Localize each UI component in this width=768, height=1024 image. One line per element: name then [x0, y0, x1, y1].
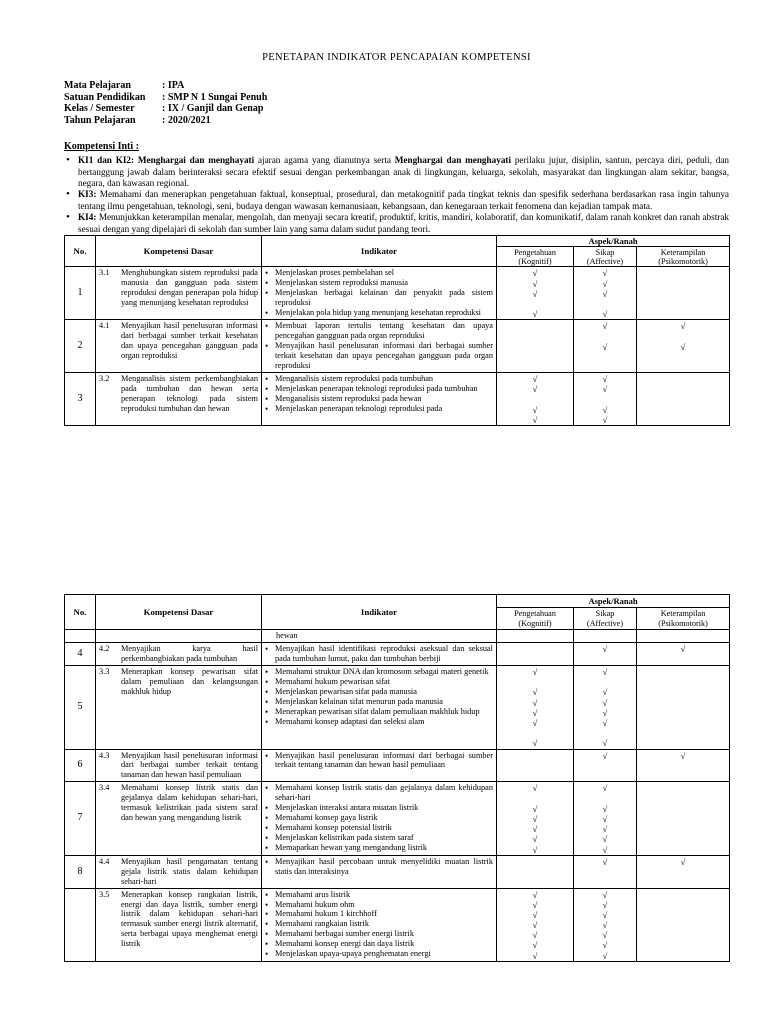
blank-line: [637, 332, 729, 342]
kd-code: 3.4: [99, 783, 110, 793]
meta-value: : IPA: [162, 79, 185, 91]
kd-block: [96, 267, 261, 309]
indikator-item: • Menyajikan hasil penelusuran informasi dari berbagai sumber terkait kesehatan dan upaya pencegahan gangguan pada organ reproduksi: [264, 341, 493, 371]
check-mark: √: [532, 940, 538, 951]
indikator-item: • Memahami arus listrik: [264, 890, 493, 900]
check-mark: √: [602, 321, 608, 332]
indikator-item: • Memahami konsep listrik statis dan gejalanya dalam kehidupan sehari-hari: [264, 783, 493, 803]
check-mark: √: [532, 288, 538, 299]
header-pengetahuan: Pengetahuan (Kognitif): [497, 247, 574, 267]
indikator-item: • Menjelaskan berbagai kelainan dan penyakit pada sistem reproduksi: [264, 288, 493, 308]
kd-text: Menerapkan konsep rangkaian listrik, energi dan daya listrik, sumber energi listrik dalam kehidupan sehari-hari termasuk sumber energi listrik alternatif, serta berbagai upaya menghemat energi listrik: [121, 889, 258, 949]
aspect-cell: [497, 267, 574, 320]
indikator-item: • Menjelaskan kelainan sifat menurun pada manusia: [264, 697, 493, 707]
check-mark: √: [602, 920, 608, 931]
check-mark: √: [532, 909, 538, 920]
row-number: 5: [65, 666, 96, 750]
indikator-cell: [262, 888, 497, 961]
check-mark: √: [532, 384, 538, 395]
aspect-cell: [574, 749, 637, 782]
check-mark: √: [532, 667, 538, 678]
competency-table-1: [64, 235, 730, 426]
check-mark: √: [680, 644, 686, 655]
row-number: [65, 888, 96, 961]
indikator-cell: [262, 373, 497, 426]
indikator-list: [262, 666, 496, 728]
continuation-text: hewan: [262, 630, 497, 643]
kd-cell: [96, 666, 262, 750]
kd-text: Menerapkan konsep pewarisan sifat dalam pemuliaan dan kelangsungan makhluk hidup: [121, 667, 258, 696]
blank-line: [637, 268, 729, 278]
indikator-list: [262, 373, 496, 415]
check-mark: √: [602, 644, 608, 655]
check-mark: √: [532, 374, 538, 385]
check-mark: √: [602, 738, 608, 749]
aspect-cell: [497, 320, 574, 373]
indikator-item: • Menerapkan pewarisan sifat dalam pemuliaan makhluk hidup: [264, 707, 493, 717]
check-mark: √: [532, 278, 538, 289]
indikator-cell: [262, 782, 497, 855]
check-mark: √: [532, 920, 538, 931]
kd-cell: [96, 888, 262, 961]
check-mark: √: [602, 268, 608, 279]
aspect-cell: [574, 643, 637, 666]
header-indikator: Indikator: [262, 595, 497, 630]
indikator-cell: [262, 749, 497, 782]
check-mark: √: [602, 834, 608, 845]
ki-title: Kompetensi Inti :: [64, 140, 139, 152]
check-mark: √: [532, 404, 538, 415]
aspect-cell: [574, 855, 637, 888]
ki-item: • KI3: Memahami dan menerapkan pengetahuan faktual, konseptual, prosedural, dan metakognitif pada tingkat teknis dan spesifik sederhana berdasarkan rasa ingin tahunya tentang ilmu pengetahuan, teknologi, seni, budaya dengan wawasan kemanusiaan, kebangsaan, dan kenegaraan terkait fenomena dan kejadian tampak mata.: [64, 189, 729, 212]
indikator-item: • Menjelaskan pewarisan sifat pada manusia: [264, 687, 493, 697]
meta-value: : 2020/2021: [162, 115, 211, 127]
aspect-cell: [497, 855, 574, 888]
meta-value: : IX / Ganjil dan Genap: [162, 103, 264, 115]
indikator-item: • Membuat laporan tertulis tentang kesehatan dan upaya pencegahan gangguan pada organ reproduksi: [264, 321, 493, 341]
blank-line: [637, 374, 729, 384]
check-mark: √: [532, 930, 538, 941]
check-mark: √: [602, 813, 608, 824]
kd-block: [96, 889, 261, 951]
check-mark: √: [602, 824, 608, 835]
kd-cell: [96, 643, 262, 666]
table-row: [65, 666, 730, 750]
indikator-item: • Menjelaskan penerapan teknologi reproduksi pada: [264, 404, 493, 414]
ki-item: • KI4: Menunjukkan keterampilan menalar, mengolah, dan menyaji secara kreatif, produktif, kritis, mandiri, kolaboratif, dan komunikatif, dalam ranah konkret dan ranah abstrak sesuai dengan yang dipelajari di sekolah dan sumber lain yang sama dalam sudut pandang teori.: [64, 212, 729, 235]
indikator-list: [262, 889, 496, 961]
indikator-item: • Memahami berbagai sumber energi listrik: [264, 929, 493, 939]
meta-row: [64, 80, 729, 92]
check-mark: √: [532, 268, 538, 279]
kd-text: Menghubungkan sistem reproduksi pada manusia dan gangguan pada sistem reproduksi dengan penerapan pola hidup yang menunjang kesehatan reproduksi: [121, 268, 258, 308]
aspect-cell: [497, 643, 574, 666]
check-mark: √: [602, 717, 608, 728]
table-row: [65, 267, 730, 320]
kd-code: 4.2: [99, 644, 110, 654]
kd-text: Memahami konsep listrik statis dan gejalanya dalam kehidupan sehari-hari, termasuk kelistrikan pada sistem saraf dan hewan yang mengandung listrik: [121, 783, 258, 823]
check-mark: √: [532, 414, 538, 425]
kd-block: [96, 750, 261, 782]
header-aspek: Aspek/Ranah: [497, 236, 730, 247]
kd-cell: [96, 749, 262, 782]
check-mark: √: [602, 687, 608, 698]
check-mark: √: [602, 803, 608, 814]
kd-text: Menyajikan karya hasil perkembangbiakan pada tumbuhan: [121, 644, 258, 664]
blank-line: [574, 332, 636, 342]
check-mark: √: [532, 824, 538, 835]
check-mark: √: [602, 783, 608, 794]
blank-line: [574, 794, 636, 804]
aspect-cell: [497, 888, 574, 961]
indikator-list: [262, 643, 496, 665]
aspect-cell: [574, 888, 637, 961]
aspect-cell: [574, 320, 637, 373]
blank-line: [497, 321, 573, 331]
blank-line: [637, 890, 729, 900]
check-mark: √: [602, 309, 608, 320]
kd-code: 3.3: [99, 667, 110, 677]
check-mark: √: [602, 697, 608, 708]
table-row: [65, 855, 730, 888]
kd-block: [96, 666, 261, 698]
check-mark: √: [680, 856, 686, 867]
table-row: [65, 320, 730, 373]
kd-block: [96, 320, 261, 362]
aspect-cell: [637, 643, 730, 666]
header-sikap: Sikap (Affective): [574, 608, 637, 630]
indikator-item: • Menjelaskan upaya-upaya penghematan energi: [264, 949, 493, 959]
blank-line: [497, 394, 573, 404]
row-number: 4: [65, 643, 96, 666]
indikator-item: • Memahami konsep potensial listrik: [264, 823, 493, 833]
check-mark: √: [680, 321, 686, 332]
indikator-item: • Menjelaskan proses pembelahan sel: [264, 268, 493, 278]
aspect-cell: [637, 320, 730, 373]
row-number: 2: [65, 320, 96, 373]
blank-line: [497, 794, 573, 804]
indikator-item: • Menjelaskan sistem reproduksi manusia: [264, 278, 493, 288]
indikator-list: [262, 750, 496, 772]
check-mark: √: [680, 341, 686, 352]
meta-key: Mata Pelajaran: [64, 79, 131, 91]
kd-block: [96, 856, 261, 888]
aspect-cell: [637, 888, 730, 961]
row-number: 3: [65, 373, 96, 426]
check-mark: √: [602, 856, 608, 867]
meta-row: [64, 92, 729, 104]
aspect-cell: [637, 373, 730, 426]
check-mark: √: [532, 309, 538, 320]
indikator-item: • Menyajikan hasil identifikasi reproduksi aseksual dan seksual pada tumbuhan lumut, paku dan tumbuhan berbiji: [264, 644, 493, 664]
check-mark: √: [602, 844, 608, 855]
check-mark: √: [532, 834, 538, 845]
indikator-item: • Menyajikan hasil percobaan untuk menyelidiki muatan listrik statis dan interaksinya: [264, 857, 493, 877]
table-row: [65, 643, 730, 666]
check-mark: √: [602, 667, 608, 678]
meta-key: Tahun Pelajaran: [64, 115, 136, 127]
aspect-cell: [497, 373, 574, 426]
kd-cell: [96, 855, 262, 888]
check-mark: √: [602, 940, 608, 951]
aspect-cell: [637, 267, 730, 320]
check-mark: √: [532, 889, 538, 900]
meta-key: Satuan Pendidikan: [64, 91, 146, 103]
indikator-cell: [262, 267, 497, 320]
kd-text: Menyajikan hasil penelusuran informasi dari berbagai sumber terkait tentang tanaman dan hewan hasil pemuliaan: [121, 750, 258, 780]
meta-row: [64, 103, 729, 115]
indikator-item: • Menyajikan hasil penelusuran informasi dari berbagai sumber terkait tentang tanaman dan hewan hasil pemuliaan: [264, 751, 493, 771]
check-mark: √: [532, 783, 538, 794]
indikator-list: [262, 856, 496, 878]
indikator-cell: [262, 855, 497, 888]
indikator-item: • Menjelaskan kelistrikan pada sistem saraf: [264, 833, 493, 843]
table-row: [65, 749, 730, 782]
header-keterampilan: Keterampilan (Psikomotorik): [637, 247, 730, 267]
header-no: No.: [65, 595, 96, 630]
indikator-item: • Memahami konsep gaya listrik: [264, 813, 493, 823]
indikator-cell: [262, 320, 497, 373]
indikator-cell: [262, 666, 497, 750]
indikator-item: • Memahami struktur DNA dan kromosom sebagai materi genetik: [264, 667, 493, 677]
header-kd: Kompetensi Dasar: [96, 236, 262, 267]
check-mark: √: [602, 930, 608, 941]
check-mark: √: [532, 717, 538, 728]
aspect-cell: [637, 749, 730, 782]
sheet-two: [64, 594, 729, 962]
check-mark: √: [602, 384, 608, 395]
aspect-cell: [497, 782, 574, 855]
indikator-list: [262, 320, 496, 372]
blank-line: [497, 644, 573, 654]
kd-cell: [96, 782, 262, 855]
header-sikap: Sikap (Affective): [574, 247, 637, 267]
kd-code: 4.4: [99, 856, 110, 866]
blank-line: [574, 394, 636, 404]
meta-key: Kelas / Semester: [64, 103, 135, 115]
aspect-cell: [637, 855, 730, 888]
meta-value: : SMP N 1 Sungai Penuh: [162, 91, 268, 103]
competency-table-2: [64, 594, 730, 962]
kd-cell: [96, 373, 262, 426]
indikator-item: • Menganalisis sistem reproduksi pada tumbuhan: [264, 374, 493, 384]
check-mark: √: [532, 707, 538, 718]
indikator-list: [262, 782, 496, 854]
check-mark: √: [532, 844, 538, 855]
row-number: 8: [65, 855, 96, 888]
blank-line: [497, 751, 573, 761]
blank-line: [497, 728, 573, 738]
blank-line: [497, 857, 573, 867]
check-mark: √: [602, 750, 608, 761]
ki-list: [64, 155, 729, 235]
check-mark: √: [532, 803, 538, 814]
document-title: PENETAPAN INDIKATOR PENCAPAIAN KOMPETENSI: [262, 52, 531, 63]
check-mark: √: [602, 404, 608, 415]
indikator-cell: [262, 643, 497, 666]
check-mark: √: [532, 899, 538, 910]
kd-code: 4.1: [99, 321, 110, 331]
indikator-item: • Menjelaskan penerapan teknologi reproduksi pada tumbuhan: [264, 384, 493, 394]
check-mark: √: [602, 278, 608, 289]
indikator-item: • Menjelakan pola hidup yang menunjang kesehatan reproduksi: [264, 308, 493, 318]
aspect-cell: [574, 373, 637, 426]
kd-text: Menyajikan hasil penelusuran informasi dari berbagai sumber terkait kesehatan dan upaya pencegahan gangguan pada organ reproduksi: [121, 321, 258, 361]
check-mark: √: [602, 341, 608, 352]
sheet-one: [64, 52, 729, 426]
table-row: [65, 888, 730, 961]
check-mark: √: [532, 687, 538, 698]
row-number: 1: [65, 267, 96, 320]
check-mark: √: [532, 950, 538, 961]
blank-line: [637, 783, 729, 793]
header-pengetahuan: Pengetahuan (Kognitif): [497, 608, 574, 630]
meta-block: [64, 80, 729, 127]
header-indikator: Indikator: [262, 236, 497, 267]
blank-line: [497, 677, 573, 687]
check-mark: √: [680, 750, 686, 761]
check-mark: √: [602, 414, 608, 425]
kd-block: [96, 643, 261, 665]
row-number: 7: [65, 782, 96, 855]
check-mark: √: [602, 374, 608, 385]
kd-cell: [96, 267, 262, 320]
continuation-row: [65, 630, 730, 643]
check-mark: √: [532, 697, 538, 708]
aspect-cell: [574, 782, 637, 855]
kd-text: Menyajikan hasil pengamatan tentang gejala listrik statis dalam kehidupan sehari-hari: [121, 856, 258, 886]
kd-block: [96, 373, 261, 415]
indikator-item: • Memahami konsep energi dan daya listrik: [264, 939, 493, 949]
header-keterampilan: Keterampilan (Psikomotorik): [637, 608, 730, 630]
blank-line: [574, 299, 636, 309]
check-mark: √: [532, 738, 538, 749]
indikator-item: • Memahami hukum 1 kirchhoff: [264, 909, 493, 919]
indikator-list: [262, 267, 496, 319]
check-mark: √: [602, 909, 608, 920]
header-kd: Kompetensi Dasar: [96, 595, 262, 630]
blank-line: [637, 667, 729, 677]
aspect-cell: [574, 267, 637, 320]
indikator-item: • Memahami rangkaian listrik: [264, 919, 493, 929]
indikator-item: • Memahami hukum ohm: [264, 900, 493, 910]
indikator-item: • Memahami hukum pewarisan sifat: [264, 677, 493, 687]
indikator-item: • Menjelaskan interaksi antara muatan listrik: [264, 803, 493, 813]
kd-code: 3.5: [99, 889, 110, 899]
ki-item: • KI1 dan KI2: Menghargai dan menghayati ajaran agama yang dianutnya serta Menghargai dan menghayati perilaku jujur, disiplin, santun, percaya diri, peduli, dan bertanggung jawab dalam berinteraksi secara efektif sesuai dengan perkembangan anak di lingkungan, keluarga, sekolah, masyarakat dan lingkungan alam sekitar, bangsa, negara, dan kawasan regional.: [64, 155, 729, 189]
check-mark: √: [602, 889, 608, 900]
aspect-cell: [574, 666, 637, 750]
kd-code: 4.3: [99, 750, 110, 760]
table-row: [65, 782, 730, 855]
meta-row: [64, 115, 729, 127]
indikator-item: • Menganalisis sistem reproduksi pada hewan: [264, 394, 493, 404]
blank-line: [497, 299, 573, 309]
row-number: 6: [65, 749, 96, 782]
aspect-cell: [497, 749, 574, 782]
header-no: No.: [65, 236, 96, 267]
check-mark: √: [602, 950, 608, 961]
indikator-item: • Memaparkan hewan yang mengandung listrik: [264, 843, 493, 853]
check-mark: √: [602, 899, 608, 910]
aspect-cell: [637, 782, 730, 855]
check-mark: √: [602, 288, 608, 299]
blank-line: [574, 677, 636, 687]
check-mark: √: [602, 707, 608, 718]
kd-code: 3.1: [99, 268, 110, 278]
header-aspek: Aspek/Ranah: [497, 595, 730, 608]
aspect-cell: [637, 666, 730, 750]
indikator-item: • Memahami konsep adaptasi dan seleksi alam: [264, 717, 493, 727]
kd-cell: [96, 320, 262, 373]
blank-line: [574, 728, 636, 738]
kd-code: 3.2: [99, 374, 110, 384]
aspect-cell: [497, 666, 574, 750]
kd-text: Menganalisis sistem perkembangbiakan pada tumbuhan dan hewan serta penerapan teknologi pada sistem reproduksi tumbuhan dan hewan: [121, 374, 258, 413]
kd-block: [96, 782, 261, 824]
check-mark: √: [532, 813, 538, 824]
table-row: [65, 373, 730, 426]
